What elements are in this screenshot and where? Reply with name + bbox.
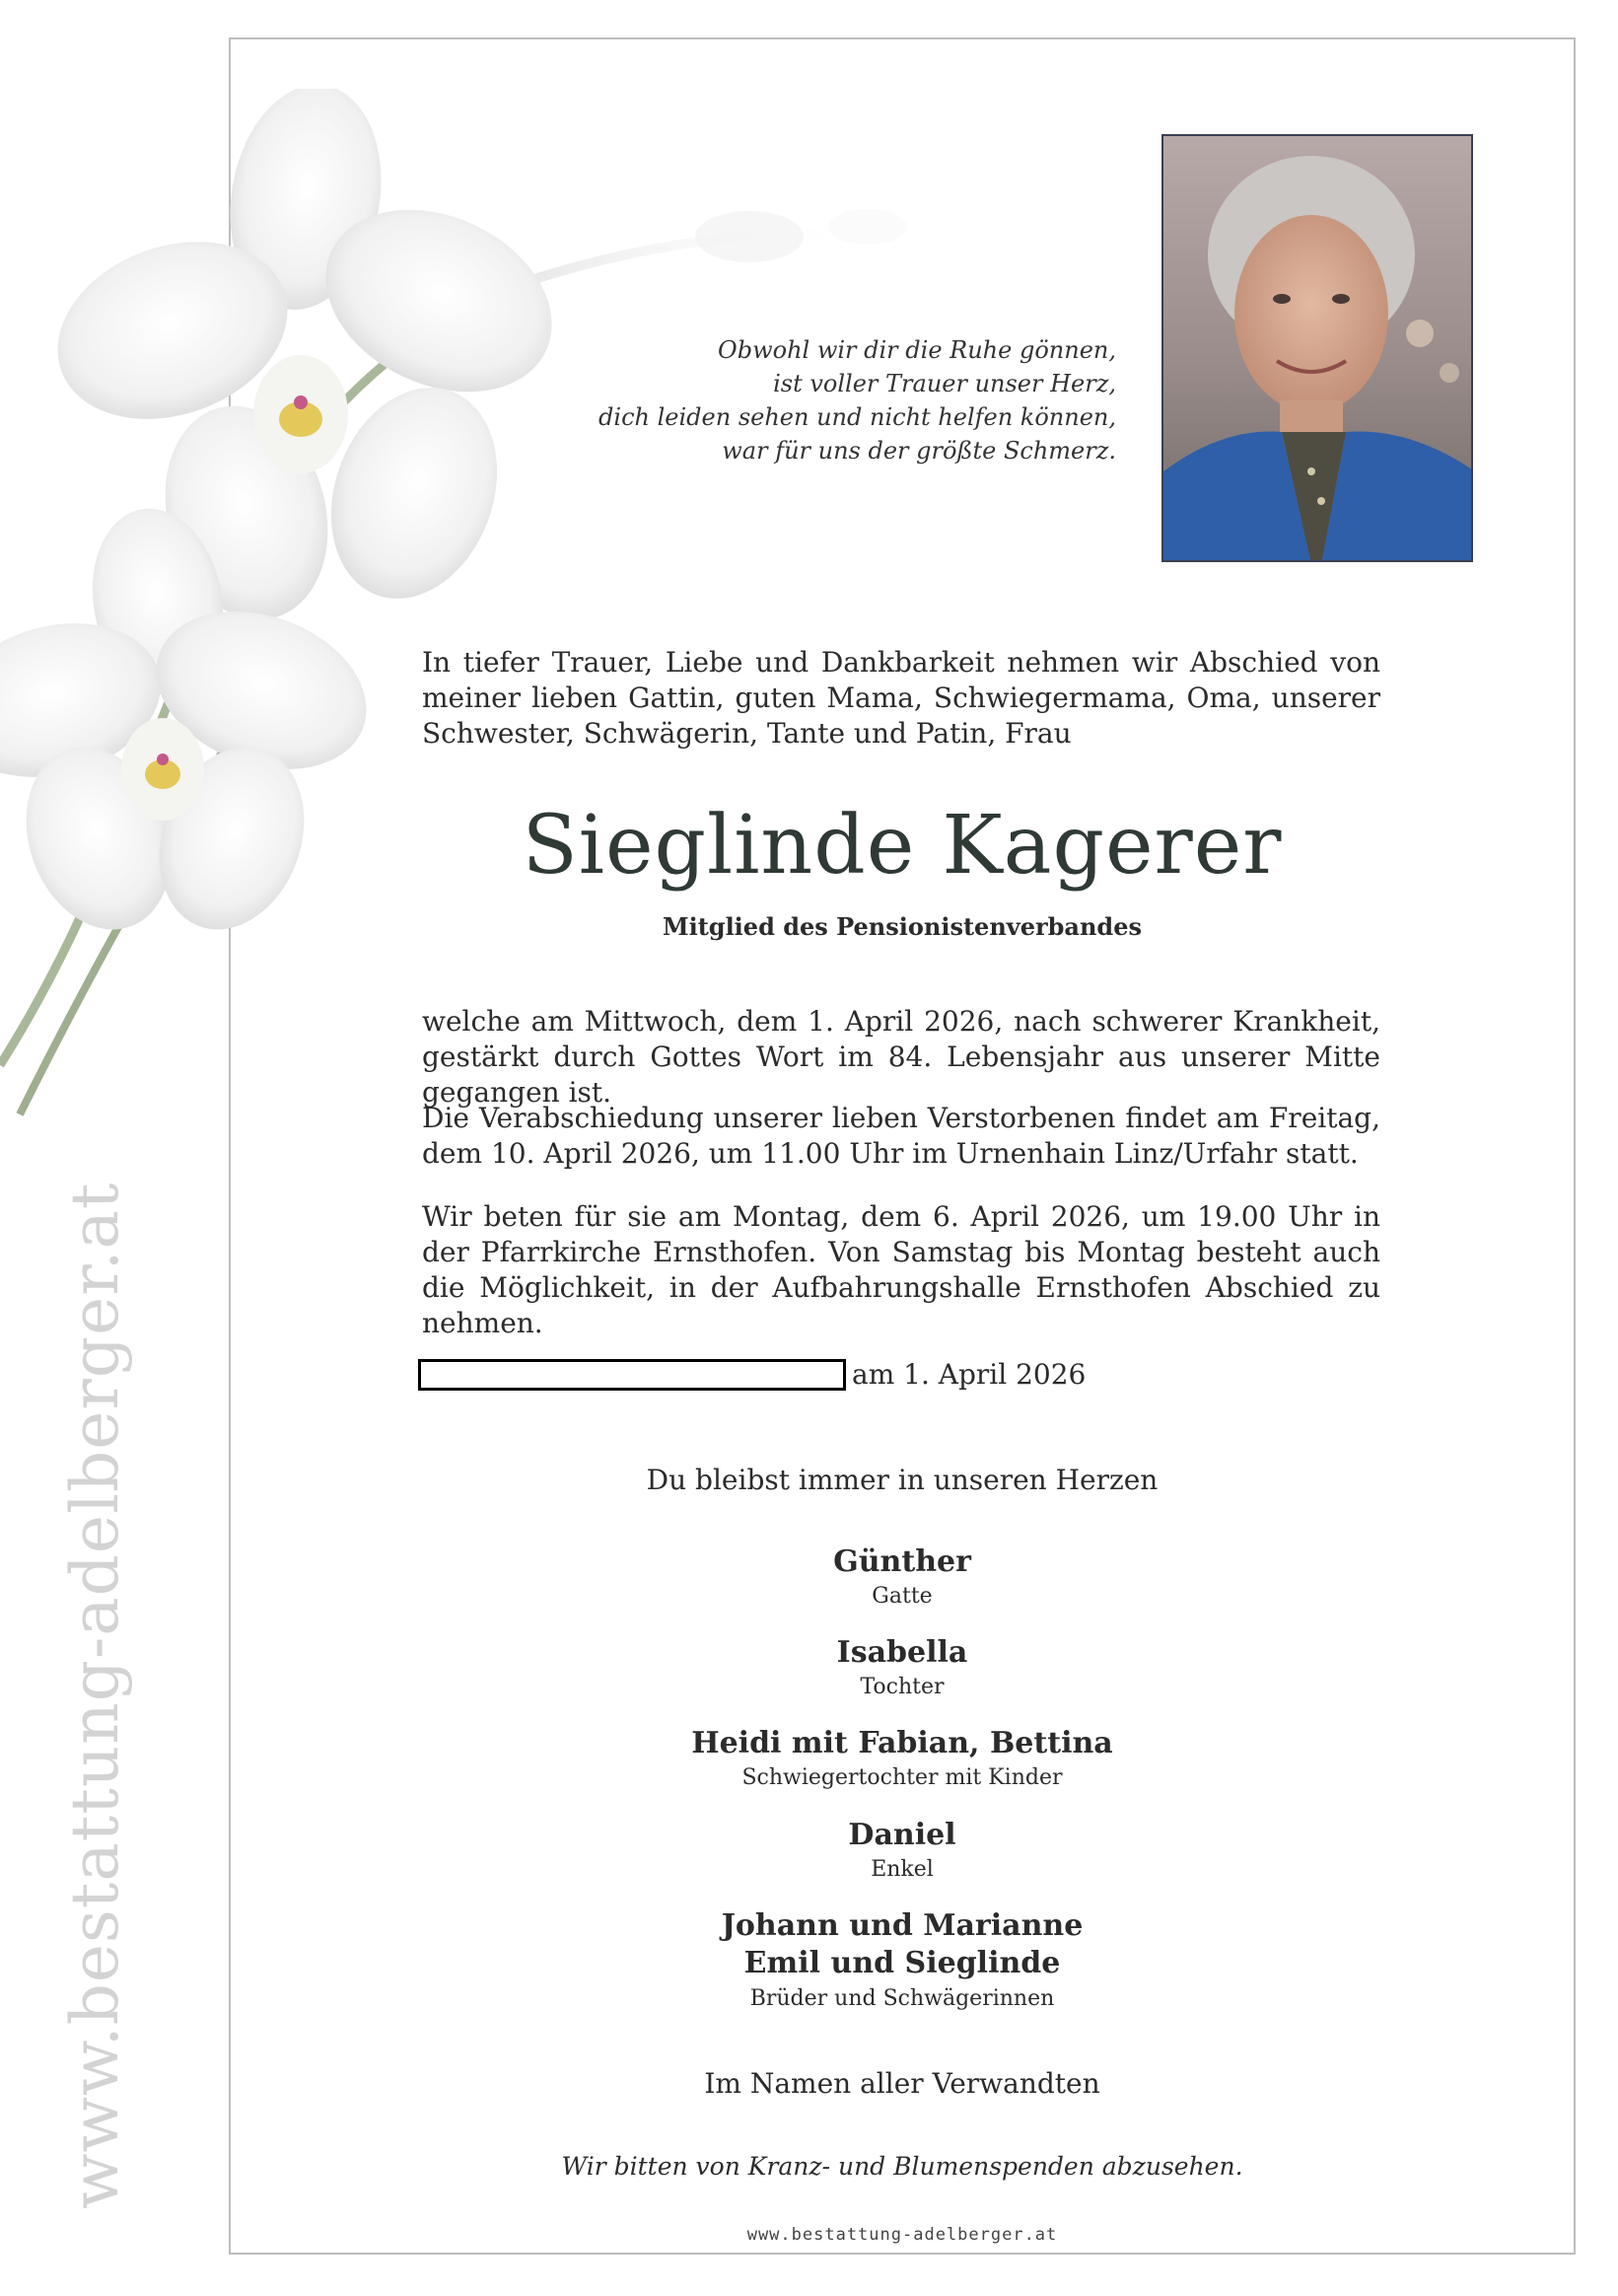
quote-line: war für uns der größte Schmerz. bbox=[722, 437, 1116, 465]
portrait-photo bbox=[1161, 134, 1473, 562]
portrait-image bbox=[1163, 136, 1473, 562]
intro-paragraph: In tiefer Trauer, Liebe und Dankbarkeit nehmen wir Abschied von meiner lieben Gattin, guten Mama, Schwiegermama, Oma, unserer Schwester, Schwägerin, Tante und Patin, Frau bbox=[422, 646, 1380, 750]
orchid-flower-image bbox=[0, 89, 986, 1124]
mourner-name: Emil und Sieglinde bbox=[743, 1946, 1061, 1980]
membership-note: Mitglied des Pensionistenverbandes bbox=[663, 912, 1142, 941]
deceased-name: Sieglinde Kagerer bbox=[522, 799, 1283, 893]
place-date: am 1. April 2026 bbox=[852, 1358, 1087, 1391]
footer-url: www.bestattung-adelberger.at bbox=[746, 2225, 1058, 2245]
mourner-role: Gatte bbox=[872, 1584, 933, 1609]
redacted-place bbox=[418, 1359, 846, 1391]
memorial-quote bbox=[592, 333, 1116, 467]
place-date-line bbox=[418, 1358, 1087, 1397]
mourner-name: Günther bbox=[833, 1544, 971, 1579]
closing-line: Du bleibst immer in unseren Herzen bbox=[646, 1464, 1159, 1496]
mourner-role: Enkel bbox=[871, 1857, 934, 1882]
no-flowers-note: Wir bitten von Kranz- und Blumenspenden abzusehen. bbox=[561, 2152, 1243, 2181]
mourner-name: Isabella bbox=[836, 1635, 968, 1670]
quote-line: dich leiden sehen und nicht helfen können, bbox=[598, 403, 1116, 431]
mourner-role: Schwiegertochter mit Kinder bbox=[741, 1765, 1063, 1790]
death-paragraph: welche am Mittwoch, dem 1. April 2026, nach schwerer Krankheit, gestärkt durch Gottes Wort im 84. Lebensjahr aus unserer Mitte gegangen ist. bbox=[422, 1005, 1380, 1109]
prayer-paragraph: Wir beten für sie am Montag, dem 6. April 2026, um 19.00 Uhr in der Pfarrkirche Ernsthofen. Von Samstag bis Montag besteht auch die Möglichkeit, in der Aufbahrungshalle Ernsthofen Abschied zu nehmen. bbox=[422, 1200, 1380, 1339]
farewell-paragraph: Die Verabschiedung unserer lieben Verstorbenen findet am Freitag, dem 10. April 2026, um 11.00 Uhr im Urnenhain Linz/Urfahr statt. bbox=[422, 1102, 1380, 1170]
mourner-role: Tochter bbox=[860, 1675, 945, 1699]
mourner-name: Johann und Marianne bbox=[721, 1908, 1084, 1943]
quote-line: Obwohl wir dir die Ruhe gönnen, bbox=[718, 336, 1116, 364]
side-watermark-text: www.bestattung-adelberger.at bbox=[57, 1182, 133, 2209]
mourner-name: Heidi mit Fabian, Bettina bbox=[691, 1726, 1113, 1760]
mourner-name: Daniel bbox=[848, 1818, 956, 1852]
mourner-role: Brüder und Schwägerinnen bbox=[749, 1986, 1055, 2011]
quote-line: ist voller Trauer unser Herz, bbox=[773, 370, 1116, 397]
all-relatives-line: Im Namen aller Verwandten bbox=[704, 2067, 1100, 2100]
